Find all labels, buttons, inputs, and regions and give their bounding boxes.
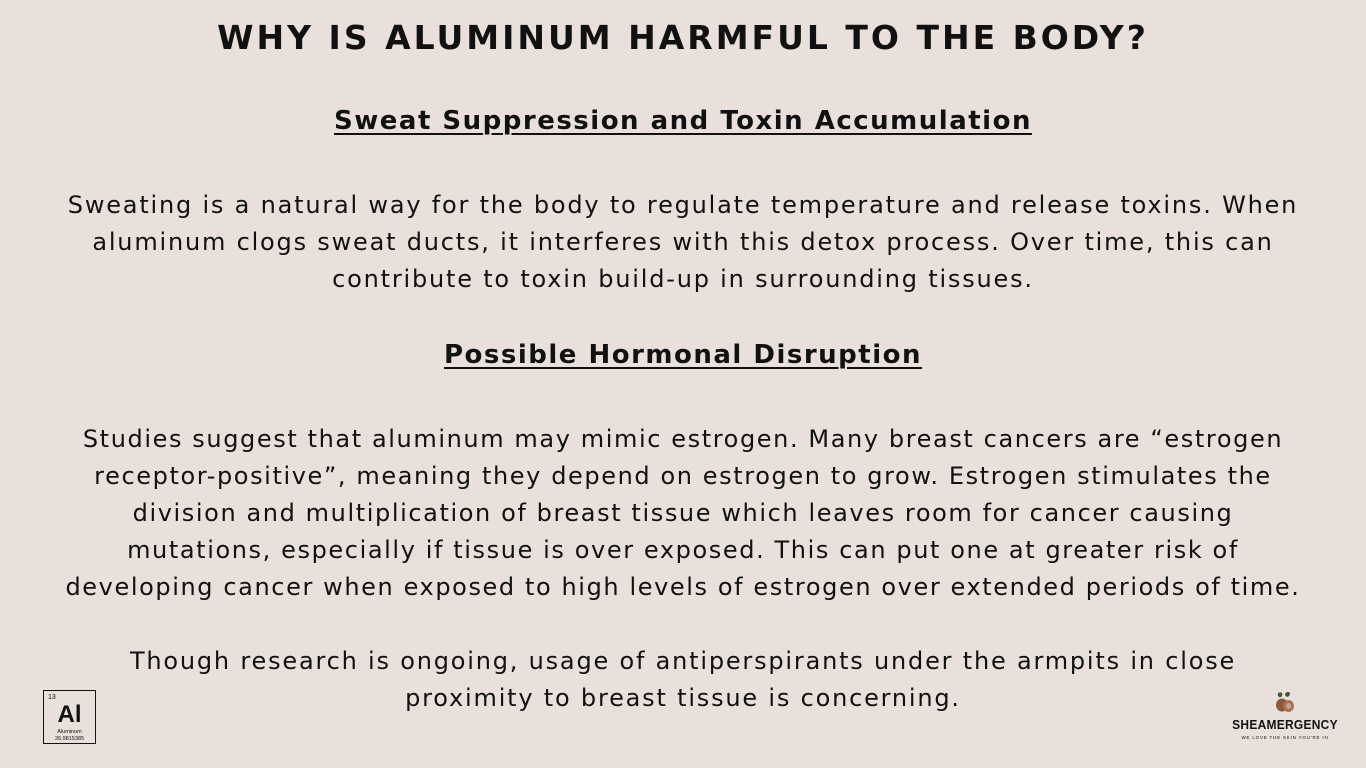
section-body-sweat [0, 187, 1366, 298]
section-body-hormonal [0, 421, 1366, 606]
body-line: division and multiplication of breast tissue which leaves room for cancer causing [132, 499, 1234, 527]
body-line: aluminum clogs sweat ducts, it interferes with this detox process. Over time, this can [92, 228, 1274, 256]
body-line: Sweating is a natural way for the body to regulate temperature and release toxins. When [67, 191, 1299, 219]
element-name: Aluminum [57, 729, 82, 735]
body-line: developing cancer when exposed to high levels of estrogen over extended periods of time. [65, 573, 1301, 601]
section-heading-hormonal-text: Possible Hormonal Disruption [443, 340, 923, 370]
brand-name: SHEAMERGENCY [1232, 717, 1338, 732]
body-line: contribute to toxin build-up in surrounding tissues. [332, 265, 1034, 293]
atomic-number: 13 [48, 694, 56, 701]
section-heading-sweat-text: Sweat Suppression and Toxin Accumulation [334, 106, 1032, 136]
body-line: mutations, especially if tissue is over exposed. This can put one at greater risk of [127, 536, 1239, 564]
page-title: WHY IS ALUMINUM HARMFUL TO THE BODY? [217, 18, 1149, 57]
element-symbol: Al [57, 701, 82, 728]
brand-logo [1222, 690, 1348, 746]
body-line: proximity to breast tissue is concerning. [405, 684, 961, 712]
atomic-mass: 26.9815385 [54, 736, 85, 742]
section-heading-hormonal [0, 340, 1366, 370]
body-line: Though research is ongoing, usage of antiperspirants under the armpits in close [129, 647, 1237, 675]
closing-paragraph [0, 643, 1366, 717]
body-line: receptor-positive”, meaning they depend on estrogen to grow. Estrogen stimulates the [94, 462, 1272, 490]
body-line: Studies suggest that aluminum may mimic estrogen. Many breast cancers are “estrogen [82, 425, 1284, 453]
aluminum-element-badge [43, 690, 96, 744]
brand-tagline: WE LOVE THE SKIN YOU'RE IN [1241, 735, 1329, 740]
section-heading-sweat [0, 106, 1366, 136]
shea-nut-leaf-icon [1273, 690, 1297, 714]
